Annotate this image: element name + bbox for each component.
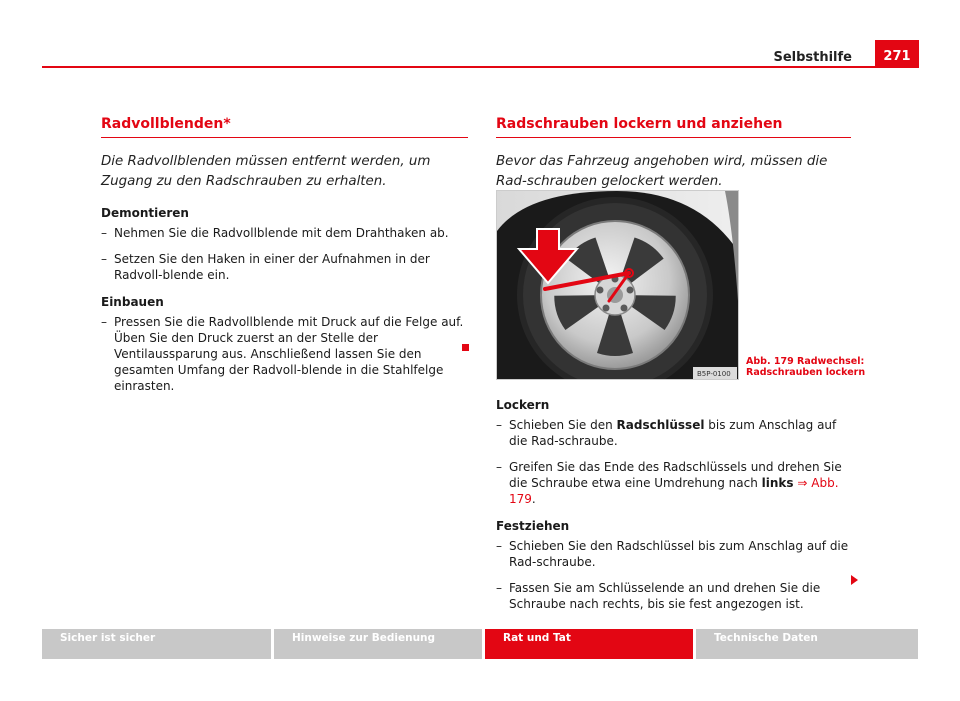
left-heading: Radvollblenden* [101,116,468,138]
dash-bullet: – [101,252,107,266]
right-intro: Bevor das Fahrzeug angehoben wird, müssen die Rad-schrauben gelockert werden. [496,154,828,189]
section-title: Selbsthilfe [773,50,852,65]
left-intro: Die Radvollblenden müssen entfernt werden, um Zugang zu den Radschrauben zu erhalten. [101,154,431,189]
section-end-marker [462,344,469,351]
figure-code: B5P-0100 [697,370,731,378]
step-text: Pressen Sie die Radvollblende mit Druck auf die Felge auf. Üben Sie den Druck zuerst an der Stelle der Ventilaussparung aus. Anschließend lassen Sie den gesamten Umfang der Radvoll-blende in die Stahlfelge einrasten. [114,315,464,393]
footer-nav [42,629,918,659]
keyword: Radschlüssel [616,418,705,432]
step-text: Fassen Sie am Schlüsselende an und drehen Sie die Schraube nach rechts, bis sie fest angezogen ist. [509,581,821,611]
wheel-illustration [497,191,738,379]
dash-bullet: – [496,418,502,432]
dash-bullet: – [496,581,502,595]
step-text: Schieben Sie den [509,418,617,432]
footer-tab-technische-daten[interactable]: Technische Daten [696,629,918,659]
right-column [496,116,851,192]
dash-bullet: – [496,460,502,474]
page-number: 271 [875,40,919,68]
list-item [496,459,851,507]
right-heading: Radschrauben lockern und anziehen [496,116,851,138]
caption-line: Abb. 179 Radwechsel: [746,356,865,367]
continue-arrow-icon [851,575,858,585]
list-item [101,251,468,283]
dash-bullet: – [496,539,502,553]
right-steps [496,398,851,612]
figure-link[interactable]: ⇒ Abb. 179 [509,476,839,506]
header-rule [42,66,918,68]
step-text: Setzen Sie den Haken in einer der Aufnahmen in der Radvoll-blende ein. [114,252,430,282]
dash-bullet: – [101,315,107,329]
lockern-heading: Lockern [496,398,550,412]
keyword: links [761,476,794,490]
list-item [101,225,468,241]
list-item [496,417,851,449]
list-item [101,314,468,394]
einbauen-heading: Einbauen [101,295,164,309]
wheel-figure [496,190,739,380]
footer-tab-rat-und-tat[interactable]: Rat und Tat [485,629,693,659]
left-column [101,116,468,394]
dash-bullet: – [101,226,107,240]
step-text: Greifen Sie das Ende des Radschlüssels und drehen Sie die Schraube etwa eine Umdrehung nach [509,460,842,490]
list-item [496,538,851,570]
step-text: Nehmen Sie die Radvollblende mit dem Drahthaken ab. [114,226,449,240]
footer-tab-hinweise[interactable]: Hinweise zur Bedienung [274,629,482,659]
step-text: . [531,492,536,506]
demontieren-heading: Demontieren [101,206,189,220]
caption-line: Radschrauben lockern [746,367,866,378]
list-item [496,580,851,612]
figure-caption [746,356,865,378]
step-text: Schieben Sie den Radschlüssel bis zum Anschlag auf die Rad-schraube. [509,539,849,569]
step-text: bis zum Anschlag auf die Rad-schraube. [509,418,837,448]
festziehen-heading: Festziehen [496,519,570,533]
footer-tab-sicher[interactable]: Sicher ist sicher [42,629,271,659]
